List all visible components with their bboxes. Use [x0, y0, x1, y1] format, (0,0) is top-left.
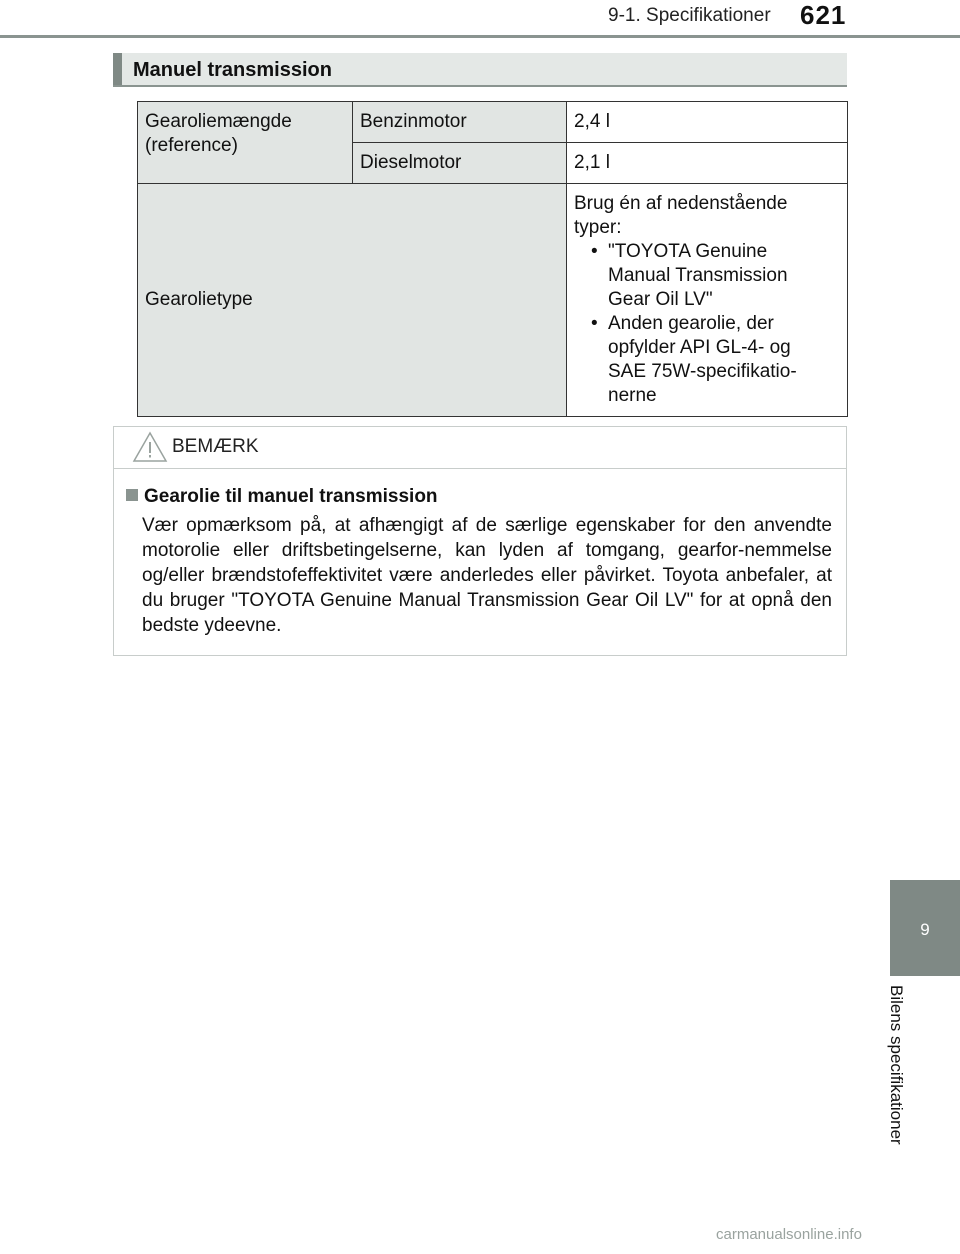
capacity-label-cell: [138, 102, 353, 184]
note-header: [114, 427, 846, 469]
chapter-tab: [890, 880, 960, 976]
section-title-accent: [113, 53, 122, 85]
type-intro-line: typer:: [574, 217, 622, 238]
table-row: [138, 184, 848, 417]
note-heading: BEMÆRK: [172, 436, 259, 457]
section-title-bar: [113, 53, 847, 87]
header-divider: [0, 35, 960, 38]
type-list: [574, 240, 840, 408]
page-number: 621: [800, 0, 847, 30]
type-line: SAE 75W-specifikatio-: [608, 361, 797, 382]
type-line: opfylder API GL-4- og: [608, 337, 791, 358]
warning-triangle-icon: [132, 430, 168, 464]
table-row: [138, 102, 848, 143]
diesel-engine-cell: Dieselmotor: [353, 143, 567, 184]
type-line: Gear Oil LV": [608, 289, 713, 310]
type-label-cell: Gearolietype: [138, 184, 567, 417]
type-line: • Anden gearolie, der: [608, 313, 774, 334]
diesel-value-cell: 2,1 l: [567, 143, 848, 184]
chapter-label: [880, 985, 940, 1185]
type-line: • "TOYOTA Genuine: [608, 241, 768, 262]
list-item: [574, 240, 840, 312]
note-subheading-text: Gearolie til manuel transmission: [144, 486, 438, 507]
section-title: Manuel transmission: [133, 59, 332, 81]
type-value-cell: [567, 184, 848, 417]
note-box: [113, 426, 847, 656]
chapter-number: 9: [920, 920, 930, 939]
note-subheading: [126, 486, 438, 508]
capacity-label-line: (reference): [145, 135, 238, 156]
type-line: nerne: [608, 385, 657, 406]
petrol-value-cell: 2,4 l: [567, 102, 848, 143]
capacity-label-line: Gearoliemængde: [145, 111, 292, 132]
watermark: carmanualsonline.info: [716, 1226, 862, 1243]
type-line: Manual Transmission: [608, 265, 788, 286]
chapter-label-text: Bilens specifikationer: [887, 985, 906, 1145]
note-body: Vær opmærksom på, at afhængigt af de særlige egenskaber for den anvendte motorolie eller driftsbetingelserne, kan lyden af tomgang, gearfor-nemmelse og/eller brændstofeffektivitet være anderledes eller påvirket. Toyota anbefaler, at du bruger "TOYOTA Genuine Manual Transmission Gear Oil LV" for at opnå den bedste ydeevne.: [142, 515, 832, 636]
square-bullet-icon: [126, 489, 138, 501]
list-item: [574, 312, 840, 408]
page-header-section: 9-1. Specifikationer: [608, 5, 771, 26]
type-intro-line: Brug én af nedenstående: [574, 193, 788, 214]
petrol-engine-cell: Benzinmotor: [353, 102, 567, 143]
spec-table: [137, 101, 848, 417]
